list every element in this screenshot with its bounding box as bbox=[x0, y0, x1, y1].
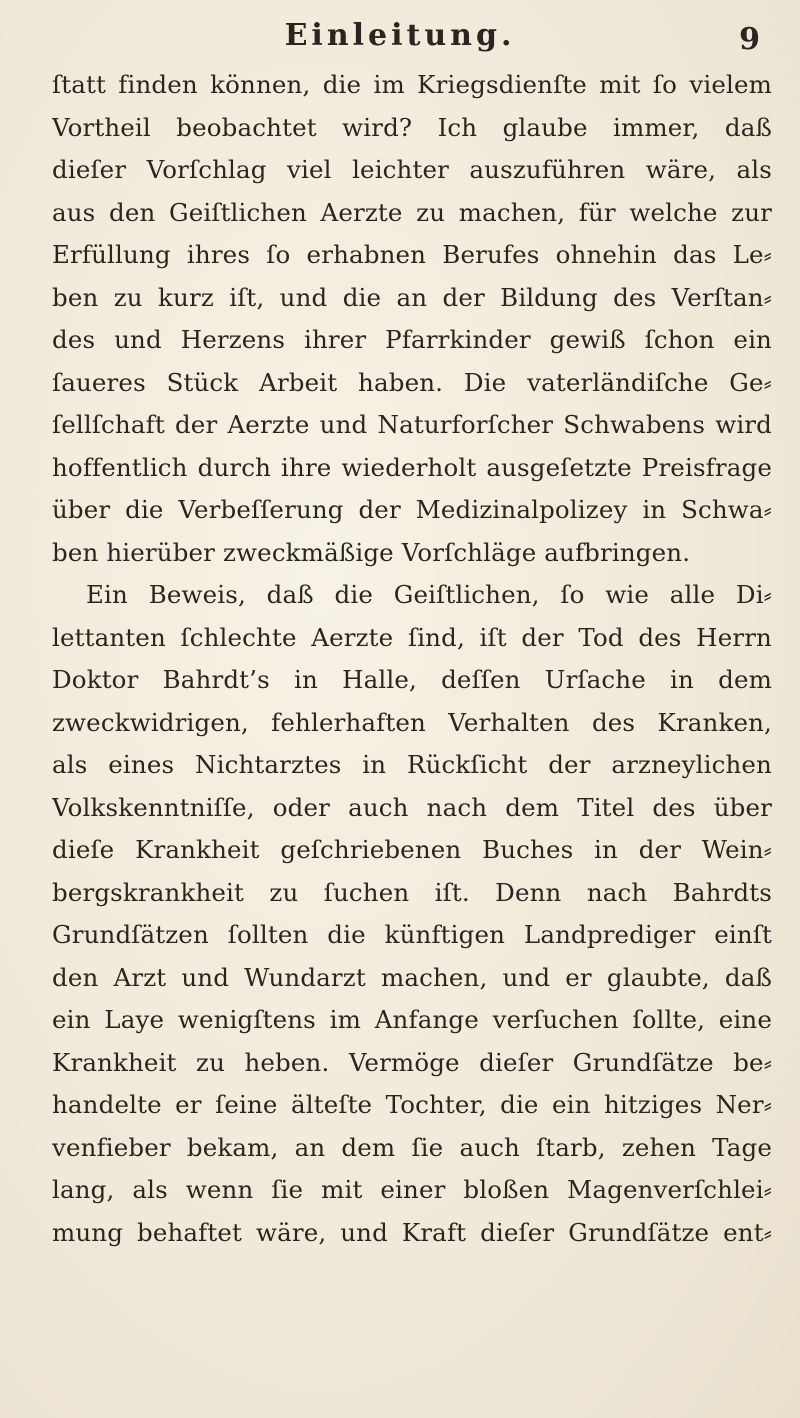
text-line: mung behaftet wäre, und Kraft dieſer Grundſätze ent⸗ bbox=[52, 1217, 772, 1247]
text-line: den Arzt und Wundarzt machen, und er glaubte, daß bbox=[52, 962, 772, 992]
text-line: lang, als wenn ſie mit einer bloßen Magenverſchlei⸗ bbox=[52, 1175, 772, 1204]
text-line: Ein Beweis, daß die Geiſtlichen, ſo wie alle Di⸗ bbox=[86, 580, 772, 609]
paragraph-2 bbox=[52, 574, 772, 1254]
text-line: ben zu kurz iſt, und die an der Bildung des Verſtan⸗ bbox=[52, 282, 772, 312]
text-line: Krankheit zu heben. Vermöge dieſer Grundſätze be⸗ bbox=[52, 1047, 772, 1077]
page-number: 9 bbox=[739, 22, 760, 57]
text-line: bergskrankheit zu ſuchen iſt. Denn nach Bahrdts bbox=[52, 877, 772, 907]
running-title: Einleitung. bbox=[284, 18, 516, 53]
running-header bbox=[0, 14, 800, 64]
text-line: Vortheil beobachtet wird? Ich glaube immer, daß bbox=[52, 112, 772, 142]
text-line: Volkskenntniſſe, oder auch nach dem Titel des über bbox=[52, 792, 772, 822]
text-line: Erfüllung ihres ſo erhabnen Berufes ohnehin das Le⸗ bbox=[52, 240, 772, 269]
text-line: als eines Nichtarztes in Rückſicht der arzneylichen bbox=[52, 750, 772, 779]
text-line: aus den Geiſtlichen Aerzte zu machen, für welche zur bbox=[52, 197, 772, 227]
text-line: ſellſchaft der Aerzte und Naturforſcher Schwabens wird bbox=[52, 410, 772, 439]
text-line: über die Verbeſſerung der Medizinalpolizey in Schwa⸗ bbox=[52, 495, 772, 524]
text-line: ein Laye wenigſtens im Anfange verſuchen ſollte, eine bbox=[52, 1005, 772, 1034]
text-line: dieſe Krankheit geſchriebenen Buches in der Wein⸗ bbox=[52, 835, 772, 864]
text-line: ſaueres Stück Arbeit haben. Die vaterländiſche Ge⸗ bbox=[52, 367, 772, 397]
text-line: ben hierüber zweckmäßige Vorſchläge aufbringen. bbox=[52, 537, 691, 567]
body-text bbox=[52, 64, 772, 1254]
text-line: hoffentlich durch ihre wiederholt ausgeſetzte Preisfrage bbox=[52, 452, 772, 482]
text-line: Grundſätzen ſollten die künftigen Landprediger einſt bbox=[52, 920, 772, 949]
text-line: handelte er ſeine älteſte Tochter, die ein hitziges Ner⸗ bbox=[52, 1090, 772, 1119]
text-line: venfieber bekam, an dem ſie auch ſtarb, zehen Tage bbox=[52, 1132, 772, 1162]
text-line: lettanten ſchlechte Aerzte ſind, iſt der Tod des Herrn bbox=[52, 622, 772, 652]
text-line: Doktor Bahrdt’s in Halle, deſſen Urſache in dem bbox=[52, 665, 772, 694]
text-line: dieſer Vorſchlag viel leichter auszuführen wäre, als bbox=[52, 155, 772, 184]
text-line: des und Herzens ihrer Pfarrkinder gewiß ſchon ein bbox=[52, 325, 772, 354]
text-line: zweckwidrigen, fehlerhaften Verhalten des Kranken, bbox=[52, 707, 772, 737]
paragraph-1 bbox=[52, 64, 772, 574]
text-line: ſtatt finden können, die im Kriegsdienſte mit ſo vielem bbox=[52, 70, 772, 99]
